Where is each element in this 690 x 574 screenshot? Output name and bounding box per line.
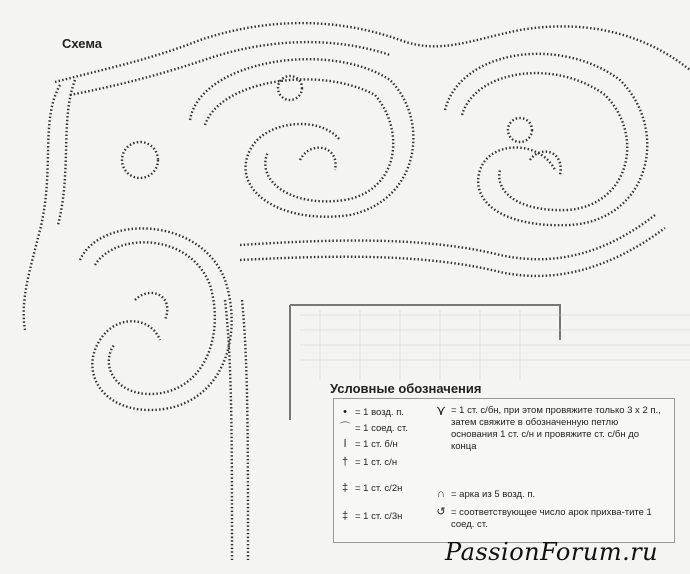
legend-item-arch: ∩ = арка из 5 возд. п. — [434, 489, 535, 500]
legend-item-slip: ⌒ = 1 соед. ст. — [339, 422, 408, 434]
legend-item-sc: ǀ = 1 ст. б/н — [338, 439, 398, 450]
arch-icon: ∩ — [437, 488, 445, 500]
diagram-title: Схема — [62, 36, 103, 51]
arc-icon: ⌒ — [339, 422, 351, 434]
flower-right — [508, 118, 532, 142]
dot-icon: • — [343, 406, 347, 418]
cluster-icon: ⋎ — [435, 402, 447, 418]
grid-lines — [300, 310, 690, 380]
horizontal-band-2 — [240, 228, 665, 276]
legend-item-cluster: ⋎ = 1 ст. с/бн, при этом провяжите только 3 х 2 п., затем свяжите в обозначенную петлю основания 1 ст. с/н и провяжите ст. с/бн до конца — [435, 402, 661, 452]
border-band-outer — [24, 85, 60, 330]
border-band-inner — [58, 80, 75, 225]
double-dagger-icon: ‡ — [341, 482, 349, 494]
watermark: PassionForum.ru — [445, 538, 659, 566]
scroll-right-inner — [462, 73, 627, 210]
legend-box — [333, 398, 675, 543]
scroll-left-inner — [95, 242, 215, 394]
flower-left — [122, 142, 158, 178]
legend-item-join: ↺ = соответствующее число арок прихва-тите 1 соед. ст. — [434, 507, 666, 531]
legend-item-dtr: ‡ = 1 ст. с/3н — [338, 511, 402, 522]
scroll-middle-outer — [190, 59, 413, 217]
spiral-right — [530, 152, 561, 175]
loop-icon: ↺ — [436, 506, 446, 518]
top-band-outer — [55, 23, 690, 82]
vertical-band-2 — [242, 300, 248, 560]
bar-icon: ǀ — [343, 438, 347, 450]
spiral-left — [135, 293, 167, 320]
legend-title: Условные обозначения — [330, 381, 482, 396]
legend-item-dc: † = 1 ст. с/н — [338, 457, 397, 468]
scroll-middle-inner — [205, 79, 393, 201]
legend-item-tr: ‡ = 1 ст. с/2н — [338, 483, 402, 494]
triple-dagger-icon: ‡ — [341, 510, 349, 522]
legend-item-chain: • = 1 возд. п. — [338, 407, 404, 418]
spiral-middle — [300, 148, 336, 170]
scroll-right-outer — [445, 54, 647, 225]
top-band-inner — [70, 42, 390, 95]
dagger-icon: † — [341, 456, 349, 468]
horizontal-band — [240, 215, 655, 259]
